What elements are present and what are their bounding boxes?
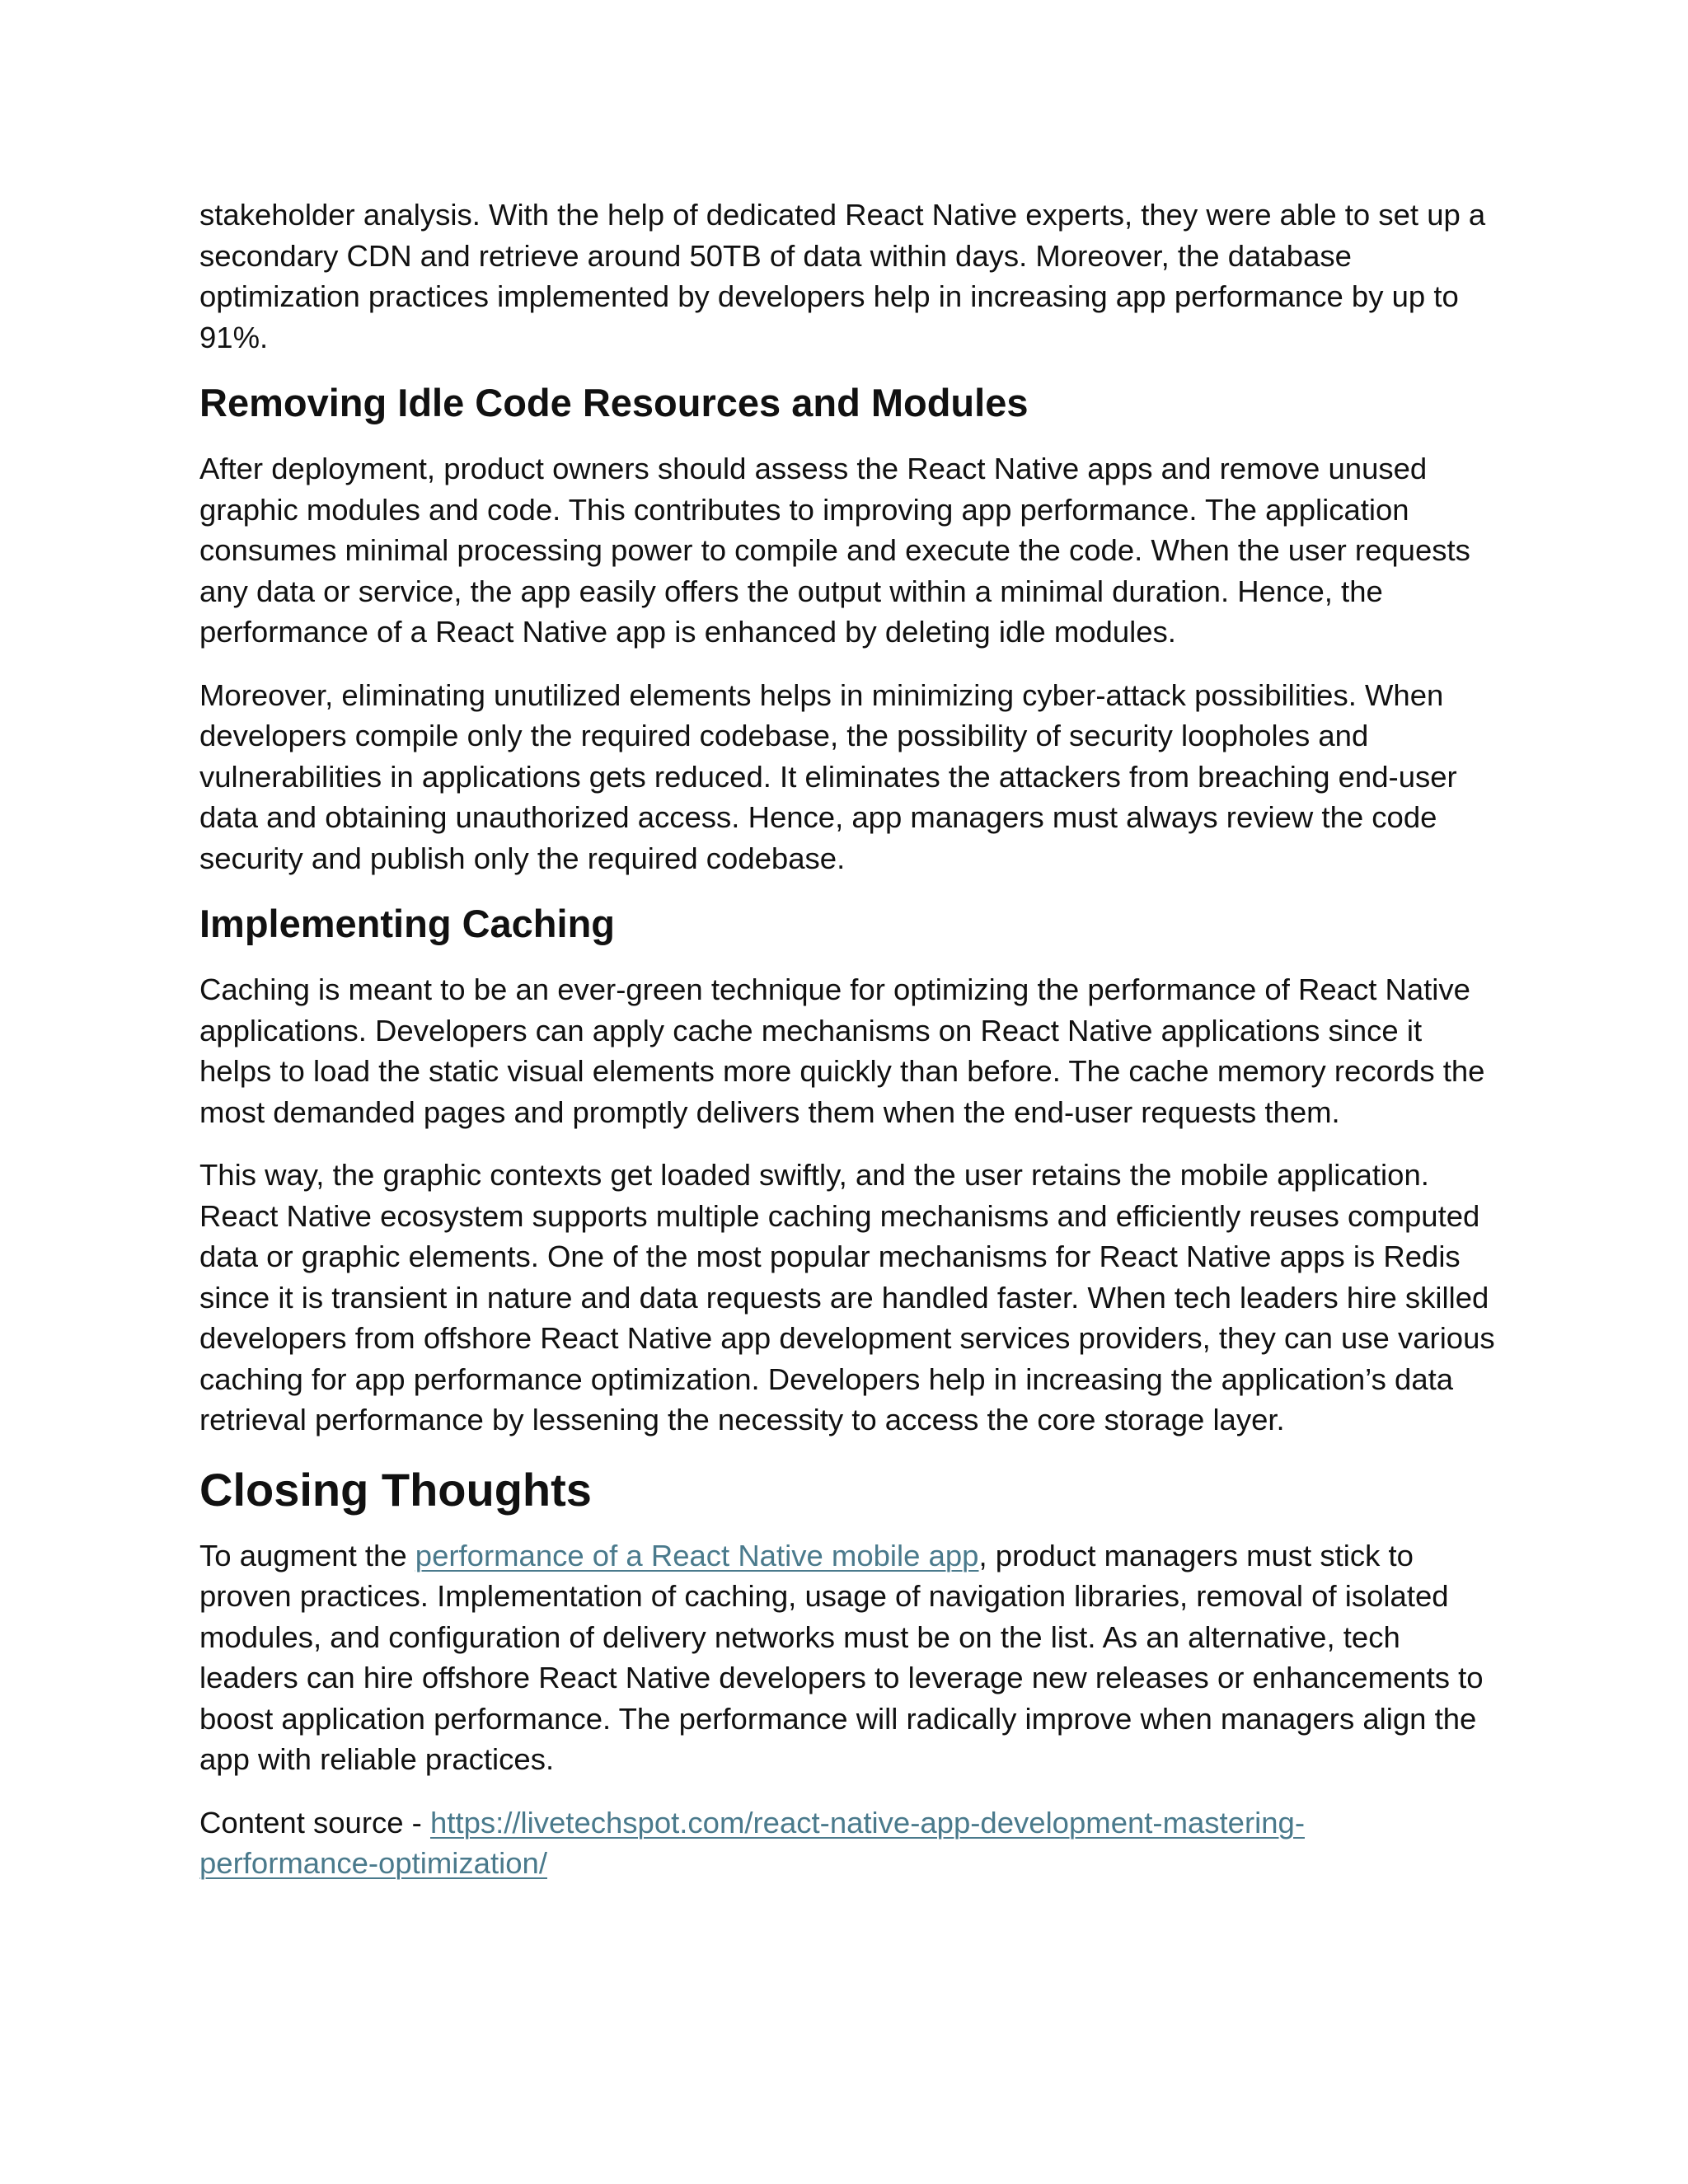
heading-closing-thoughts: Closing Thoughts [199, 1463, 592, 1516]
caching-paragraph-2: This way, the graphic contexts get loaded swiftly, and the user retains the mobile application. React Native ecosystem supports multiple caching mechanisms and efficiently reuses computed data or graphic elements. One of the most popular mechanisms for React Native apps is Redis since it is transient in nature and data requests are handled faster. When tech leaders hire skilled developers from offshore React Native app development services providers, they can use various caching for app performance optimization. Developers help in increasing the application’s data retrieval performance by lessening the necessity to access the core storage layer. [199, 1158, 1495, 1436]
closing-text-end: , product managers must stick to proven practices. Implementation of caching, usage of navigation libraries, removal of isolated modules, and configuration of delivery networks must be on the list. As an alternative, tech leaders can hire offshore React Native developers to leverage new releases or enhancements to boost application performance. The performance will radically improve when managers align the app with reliable practices. [199, 1538, 1484, 1776]
performance-article-link[interactable]: performance of a React Native mobile app [415, 1538, 979, 1572]
idle-code-paragraph-2: Moreover, eliminating unutilized elements helps in minimizing cyber-attack possibilities. When developers compile only the required codebase, the possibility of security loopholes and vulnerabilities in applications gets reduced. It eliminates the attackers from breaching end-user data and obtaining unauthorized access. Hence, app managers must always review the code security and publish only the required codebase. [199, 677, 1457, 875]
content-source-url-line-1: https://livetechspot.com/react-native-app-development-mastering- [429, 1805, 1305, 1840]
content-source-line [199, 1802, 1500, 1884]
closing-text-start: To augment the [199, 1538, 415, 1572]
content-source-url-line-2: performance-optimization/ [199, 1846, 547, 1880]
content-source-label: Content source - [199, 1805, 430, 1840]
idle-code-paragraph-1: After deployment, product owners should assess the React Native apps and remove unused graphic modules and code. This contributes to improving app performance. The application consumes minimal processing power to compile and execute the code. When the user requests any data or service, the app easily offers the output within a minimal duration. Hence, the performance of a React Native app is enhanced by deleting idle modules. [199, 452, 1470, 649]
closing-paragraph [199, 1535, 1500, 1780]
heading-removing-idle-code: Removing Idle Code Resources and Modules [199, 381, 1029, 424]
intro-paragraph: stakeholder analysis. With the help of dedicated React Native experts, they were able to set up a secondary CDN and retrieve around 50TB of data within days. Moreover, the database optimization practices implemented by developers help in increasing app performance by up to 91%. [199, 198, 1486, 354]
heading-implementing-caching: Implementing Caching [199, 902, 615, 945]
document-page [199, 194, 1500, 1906]
caching-paragraph-1: Caching is meant to be an ever-green technique for optimizing the performance of React Native applications. Developers can apply cache mechanisms on React Native applications since it helps to load the static visual elements more quickly than before. The cache memory records the most demanded pages and promptly delivers them when the end-user requests them. [199, 972, 1485, 1129]
